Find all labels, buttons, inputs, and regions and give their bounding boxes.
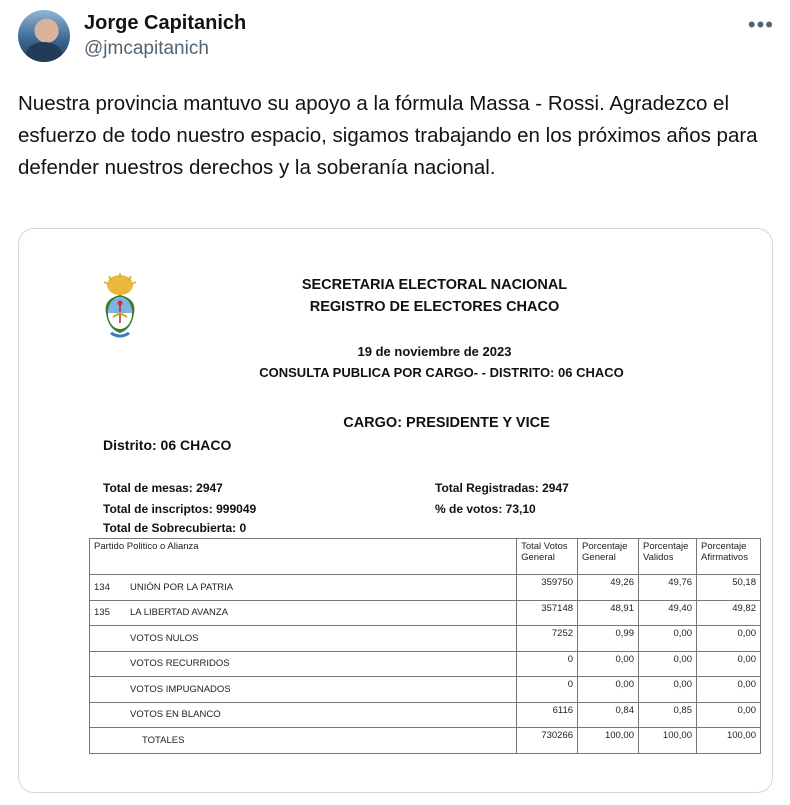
results-table <box>89 538 761 754</box>
pct-validos: 0,00 <box>639 626 697 652</box>
pct-general: 100,00 <box>578 728 639 754</box>
pct-validos: 49,40 <box>639 600 697 626</box>
pct-afirmativos: 0,00 <box>696 677 760 703</box>
document-subtitle: REGISTRO DE ELECTORES CHACO <box>309 299 560 315</box>
column-header: Porcentaje General <box>578 539 639 575</box>
table-totals-row <box>90 728 761 754</box>
pct-afirmativos: 100,00 <box>696 728 760 754</box>
total-votes: 357148 <box>517 600 578 626</box>
pct-general: 0,00 <box>578 651 639 677</box>
total-votes: 6116 <box>517 702 578 728</box>
party-name: VOTOS NULOS <box>130 632 199 644</box>
totals-label: TOTALES <box>142 734 185 746</box>
table-header-row <box>90 539 761 575</box>
document-date: 19 de noviembre de 2023 <box>357 344 512 359</box>
document-cargo: CARGO: PRESIDENTE Y VICE <box>343 415 550 431</box>
party-name: VOTOS RECURRIDOS <box>130 658 230 670</box>
total-votes: 359750 <box>517 575 578 601</box>
table-row <box>90 651 761 677</box>
pct-general: 49,26 <box>578 575 639 601</box>
pct-afirmativos: 49,82 <box>696 600 760 626</box>
table-row <box>90 600 761 626</box>
party-name: UNIÓN POR LA PATRIA <box>130 581 234 593</box>
party-code: 135 <box>94 607 110 619</box>
pct-validos: 100,00 <box>639 728 697 754</box>
column-header: Porcentaje Validos <box>639 539 697 575</box>
author-handle[interactable]: @jmcapitanich <box>84 38 209 59</box>
column-header: Porcentaje Afirmativos <box>696 539 760 575</box>
pct-validos: 0,85 <box>639 702 697 728</box>
more-horizontal-icon[interactable]: ••• <box>747 12 774 37</box>
stat-total-registradas: Total Registradas: 2947 <box>435 481 569 495</box>
total-votes: 0 <box>517 677 578 703</box>
total-votes: 0 <box>517 651 578 677</box>
party-name: VOTOS IMPUGNADOS <box>130 683 231 695</box>
attached-image[interactable] <box>18 228 773 793</box>
party-code: 134 <box>94 581 110 593</box>
table-row <box>90 702 761 728</box>
pct-general: 0,99 <box>578 626 639 652</box>
pct-general: 0,00 <box>578 677 639 703</box>
pct-general: 48,91 <box>578 600 639 626</box>
column-header: Partido Politico o Alianza <box>90 539 517 575</box>
table-row <box>90 575 761 601</box>
column-header: Total Votos General <box>517 539 578 575</box>
table-row <box>90 626 761 652</box>
pct-afirmativos: 0,00 <box>696 702 760 728</box>
stat-total-mesas: Total de mesas: 2947 <box>103 481 223 495</box>
pct-validos: 49,76 <box>639 575 697 601</box>
document-distrito: Distrito: 06 CHACO <box>103 437 232 453</box>
author-name[interactable]: Jorge Capitanich <box>84 12 247 34</box>
party-name: VOTOS EN BLANCO <box>130 709 221 721</box>
document-consulta: CONSULTA PUBLICA POR CARGO- - DISTRITO: 06 CHACO <box>259 365 624 380</box>
tweet-header <box>18 8 778 68</box>
pct-afirmativos: 50,18 <box>696 575 760 601</box>
stat-total-inscriptos: Total de inscriptos: 999049 <box>103 502 257 516</box>
party-name: LA LIBERTAD AVANZA <box>130 607 229 619</box>
stat-pct-votos: % de votos: 73,10 <box>435 502 536 516</box>
total-votes: 730266 <box>517 728 578 754</box>
election-document <box>19 229 773 793</box>
total-votes: 7252 <box>517 626 578 652</box>
pct-validos: 0,00 <box>639 677 697 703</box>
pct-validos: 0,00 <box>639 651 697 677</box>
tweet-text: Nuestra provincia mantuvo su apoyo a la fórmula Massa - Rossi. Agradezco el esfuerzo de todo nuestro espacio, sigamos trabajando en los próximos años para defender nuestros derechos y la soberanía nacional. <box>18 92 758 179</box>
table-row <box>90 677 761 703</box>
stat-total-sobrecubierta: Total de Sobrecubierta: 0 <box>103 521 247 535</box>
pct-afirmativos: 0,00 <box>696 626 760 652</box>
document-title: SECRETARIA ELECTORAL NACIONAL <box>301 277 568 293</box>
avatar[interactable] <box>18 10 70 62</box>
pct-general: 0,84 <box>578 702 639 728</box>
pct-afirmativos: 0,00 <box>696 651 760 677</box>
